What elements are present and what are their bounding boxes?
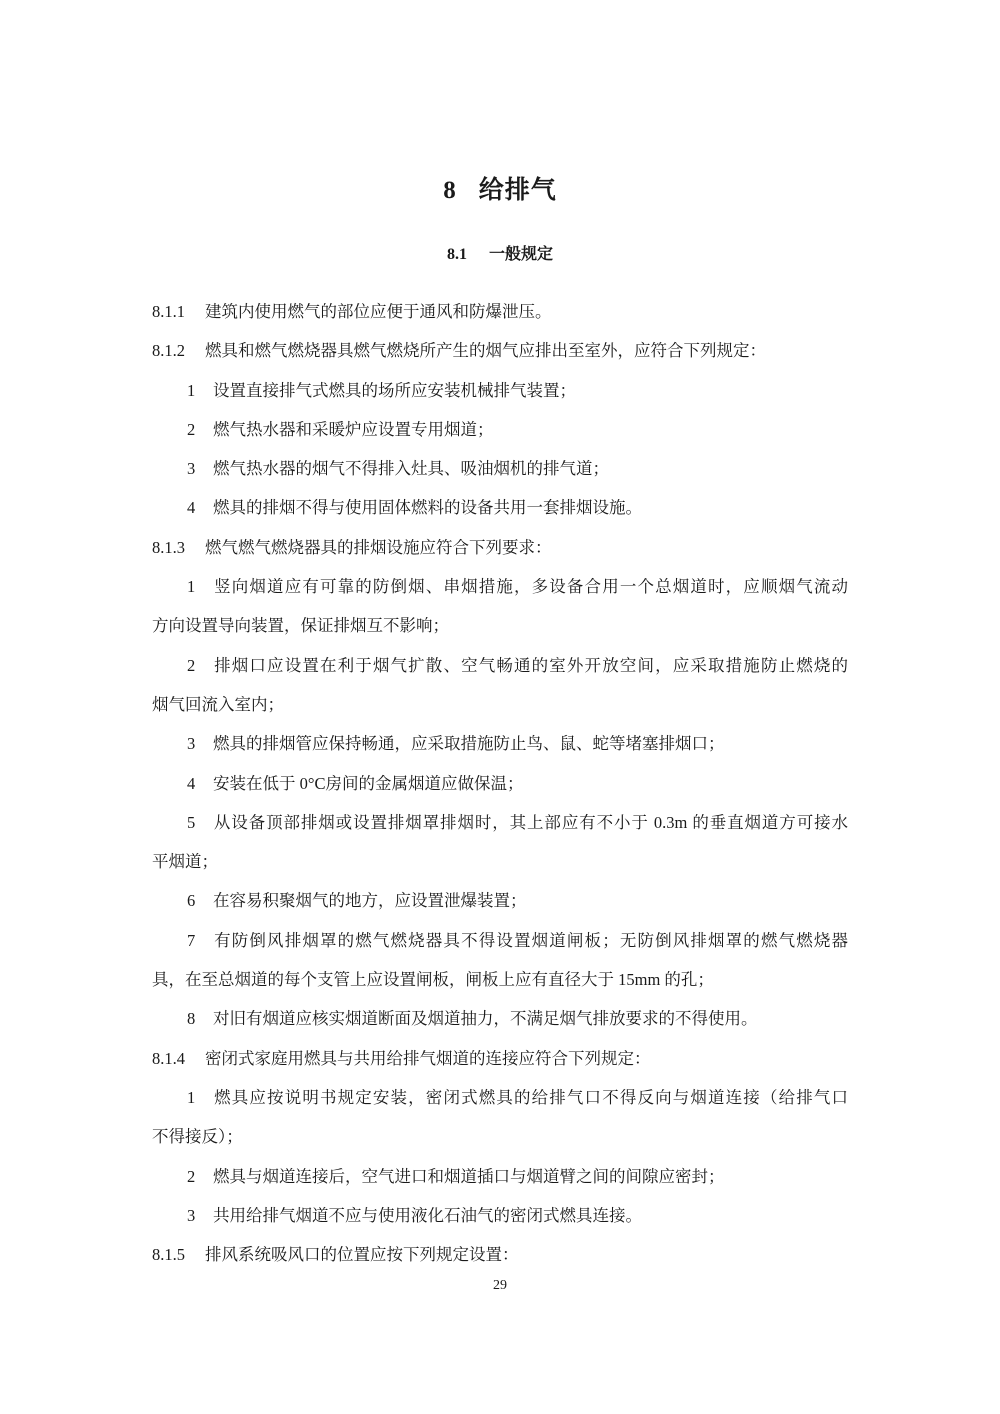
list-item-line <box>152 724 848 763</box>
list-item-number: 2 <box>187 655 196 675</box>
list-item-line <box>152 1157 848 1196</box>
clause-line <box>152 292 848 331</box>
list-item-line <box>152 803 848 842</box>
clause-text: 燃具和燃气燃烧器具燃气燃烧所产生的烟气应排出至室外，应符合下列规定： <box>205 341 766 361</box>
clause-text: 密闭式家庭用燃具与共用给排气烟道的连接应符合下列规定： <box>205 1048 651 1068</box>
document-body <box>152 292 848 1274</box>
list-item-number: 2 <box>187 1166 196 1186</box>
clause-line <box>152 1235 848 1274</box>
list-item-text: 排烟口应设置在利于烟气扩散、空气畅通的室外开放空间，应采取措施防止燃烧的 <box>213 655 848 675</box>
list-item-number: 2 <box>187 419 196 439</box>
list-item-text: 燃具的排烟管应保持畅通，应采取措施防止鸟、鼠、蛇等堵塞排烟口； <box>213 734 725 754</box>
clause-text: 排风系统吸风口的位置应按下列规定设置： <box>205 1245 519 1265</box>
list-item-text: 平烟道； <box>152 852 218 872</box>
chapter-title <box>0 170 1000 206</box>
clause-number: 8.1.4 <box>152 1048 185 1068</box>
list-item-number: 5 <box>187 812 196 832</box>
list-item-line <box>152 685 848 724</box>
clause-text: 燃气燃气燃烧器具的排烟设施应符合下列要求： <box>205 537 552 557</box>
list-item-number: 4 <box>187 498 196 518</box>
clause-number: 8.1.1 <box>152 302 185 321</box>
list-item-line <box>152 410 848 449</box>
list-item-line <box>152 1078 848 1117</box>
list-item-text: 烟气回流入室内； <box>152 694 284 714</box>
list-item-number: 1 <box>187 577 196 597</box>
list-item-text: 具，在至总烟道的每个支管上应设置闸板，闸板上应有直径大于 15mm 的孔； <box>152 970 714 990</box>
list-item-text: 燃具的排烟不得与使用固体燃料的设备共用一套排烟设施。 <box>213 498 642 518</box>
clause-number: 8.1.3 <box>152 537 185 557</box>
section-title: 一般规定 <box>488 246 553 263</box>
list-item-line <box>152 999 848 1038</box>
list-item-line <box>152 488 848 527</box>
list-item-number: 7 <box>187 930 196 950</box>
list-item-line <box>152 371 848 410</box>
list-item-line <box>152 881 848 920</box>
list-item-line <box>152 842 848 881</box>
list-item-text: 在容易积聚烟气的地方，应设置泄爆装置； <box>213 891 527 911</box>
list-item-line <box>152 764 848 803</box>
list-item-line <box>152 606 848 645</box>
list-item-number: 8 <box>187 1009 196 1029</box>
list-item-text: 燃具应按说明书规定安装，密闭式燃具的给排气口不得反向与烟道连接（给排气口 <box>213 1087 848 1107</box>
list-item-line <box>152 921 848 960</box>
list-item-text: 燃具与烟道连接后，空气进口和烟道插口与烟道臂之间的间隙应密封； <box>213 1166 725 1186</box>
list-item-line <box>152 646 848 685</box>
list-item-text: 共用给排气烟道不应与使用液化石油气的密闭式燃具连接。 <box>213 1205 642 1225</box>
list-item-line <box>152 449 848 488</box>
list-item-line <box>152 567 848 606</box>
clause-number: 8.1.2 <box>152 341 185 361</box>
list-item-number: 3 <box>187 459 196 479</box>
list-item-text: 从设备顶部排烟或设置排烟罩排烟时，其上部应有不小于 0.3m 的垂直烟道方可接水 <box>213 812 848 832</box>
list-item-text: 设置直接排气式燃具的场所应安装机械排气装置； <box>213 380 576 400</box>
list-item-text: 竖向烟道应有可靠的防倒烟、串烟措施，多设备合用一个总烟道时，应顺烟气流动 <box>213 577 848 597</box>
list-item-line <box>152 1117 848 1156</box>
list-item-line <box>152 1196 848 1235</box>
page-number: 29 <box>493 1278 507 1293</box>
section-number: 8.1 <box>446 246 467 263</box>
list-item-number: 4 <box>187 773 196 793</box>
clause-line <box>152 331 848 370</box>
list-item-text: 燃气热水器和采暖炉应设置专用烟道； <box>213 419 494 439</box>
clause-text: 建筑内使用燃气的部位应便于通风和防爆泄压。 <box>205 302 552 321</box>
list-item-text: 不得接反）； <box>152 1127 243 1147</box>
list-item-number: 3 <box>187 1205 196 1225</box>
list-item-number: 1 <box>187 380 196 400</box>
clause-line <box>152 1039 848 1078</box>
list-item-text: 对旧有烟道应核实烟道断面及烟道抽力，不满足烟气排放要求的不得使用。 <box>213 1009 758 1029</box>
list-item-text: 安装在低于 0°C房间的金属烟道应做保温； <box>213 773 524 793</box>
list-item-text: 方向设置导向装置，保证排烟互不影响； <box>152 616 449 636</box>
list-item-number: 1 <box>187 1087 196 1107</box>
clause-line <box>152 528 848 567</box>
section-heading <box>0 241 1000 264</box>
clause-number: 8.1.5 <box>152 1245 185 1265</box>
list-item-line <box>152 960 848 999</box>
list-item-number: 3 <box>187 734 196 754</box>
list-item-text: 燃气热水器的烟气不得排入灶具、吸油烟机的排气道； <box>213 459 609 479</box>
chapter-number: 8 <box>443 177 457 204</box>
list-item-number: 6 <box>187 891 196 911</box>
list-item-text: 有防倒风排烟罩的燃气燃烧器具不得设置烟道闸板；无防倒风排烟罩的燃气燃烧器 <box>213 930 848 950</box>
chapter-title-text: 给排气 <box>478 177 557 204</box>
